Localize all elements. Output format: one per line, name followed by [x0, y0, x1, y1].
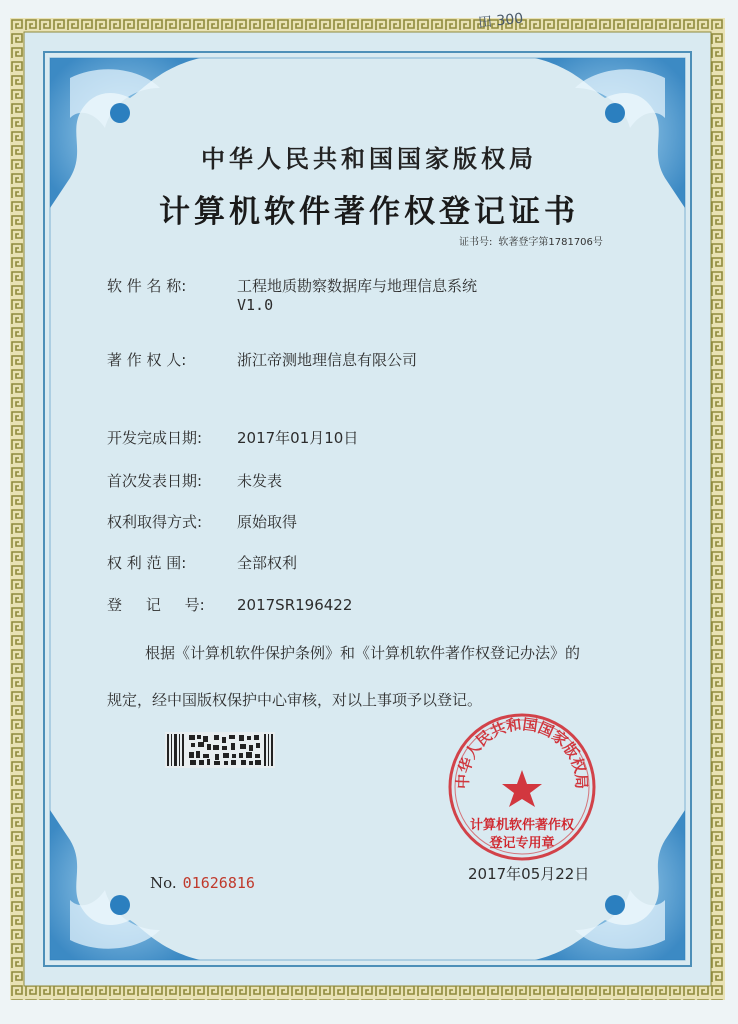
seal-line-2: 登记专用章: [489, 836, 555, 851]
serial-number: [150, 874, 255, 892]
field-registration-number: [107, 594, 352, 615]
certificate-title: 计算机软件著作权登记证书: [159, 194, 579, 230]
official-seal: [447, 712, 597, 862]
seal-line-1: 计算机软件著作权: [469, 818, 574, 833]
field-software-name: [107, 275, 477, 296]
field-completion-date: [107, 427, 358, 448]
software-version: V1.0: [237, 296, 274, 314]
completion-date-value: 2017年01月10日: [237, 429, 359, 447]
field-acquisition: [107, 511, 297, 532]
acquisition-value: 原始取得: [237, 513, 298, 531]
owner-label: 著 作 权 人:: [107, 351, 187, 369]
issue-date: 2017年05月22日: [468, 865, 590, 883]
statement-line-1: 根据《计算机软件保护条例》和《计算机软件著作权登记办法》的: [145, 644, 581, 662]
field-scope: [107, 552, 297, 573]
field-owner: [107, 349, 417, 370]
registration-number-value: 2017SR196422: [237, 596, 353, 614]
issuing-authority: 中华人民共和国国家版权局: [201, 145, 537, 173]
publish-date-value: 未发表: [237, 472, 283, 490]
acquisition-label: 权利取得方式:: [107, 513, 203, 531]
owner-value: 浙江帝测地理信息有限公司: [237, 351, 418, 369]
field-publish-date: [107, 470, 282, 491]
software-name-label: 软 件 名 称:: [107, 277, 187, 295]
statement-line-2: 规定，经中国版权保护中心审核，对以上事项予以登记。: [107, 691, 483, 709]
barcode: [165, 732, 275, 768]
software-name-value: 工程地质勘察数据库与地理信息系统: [237, 277, 478, 295]
completion-date-label: 开发完成日期:: [107, 429, 203, 447]
scope-label: 权 利 范 围:: [107, 554, 187, 572]
registration-number-label: 登 记 号:: [107, 596, 205, 614]
seal-star-icon: [502, 770, 542, 807]
seal-ring-text: 中华人民共和国国家版权局: [453, 715, 591, 790]
certificate-number-value: 软著登字第1781706号: [498, 237, 603, 248]
scope-value: 全部权利: [237, 554, 298, 572]
serial-number-label: No.: [150, 874, 177, 892]
certificate-number: [459, 233, 609, 248]
serial-number-value: 01626816: [182, 874, 255, 892]
handwritten-note: 田 300: [477, 10, 524, 32]
certificate-number-label: 证书号:: [459, 237, 493, 248]
publish-date-label: 首次发表日期:: [107, 472, 203, 490]
